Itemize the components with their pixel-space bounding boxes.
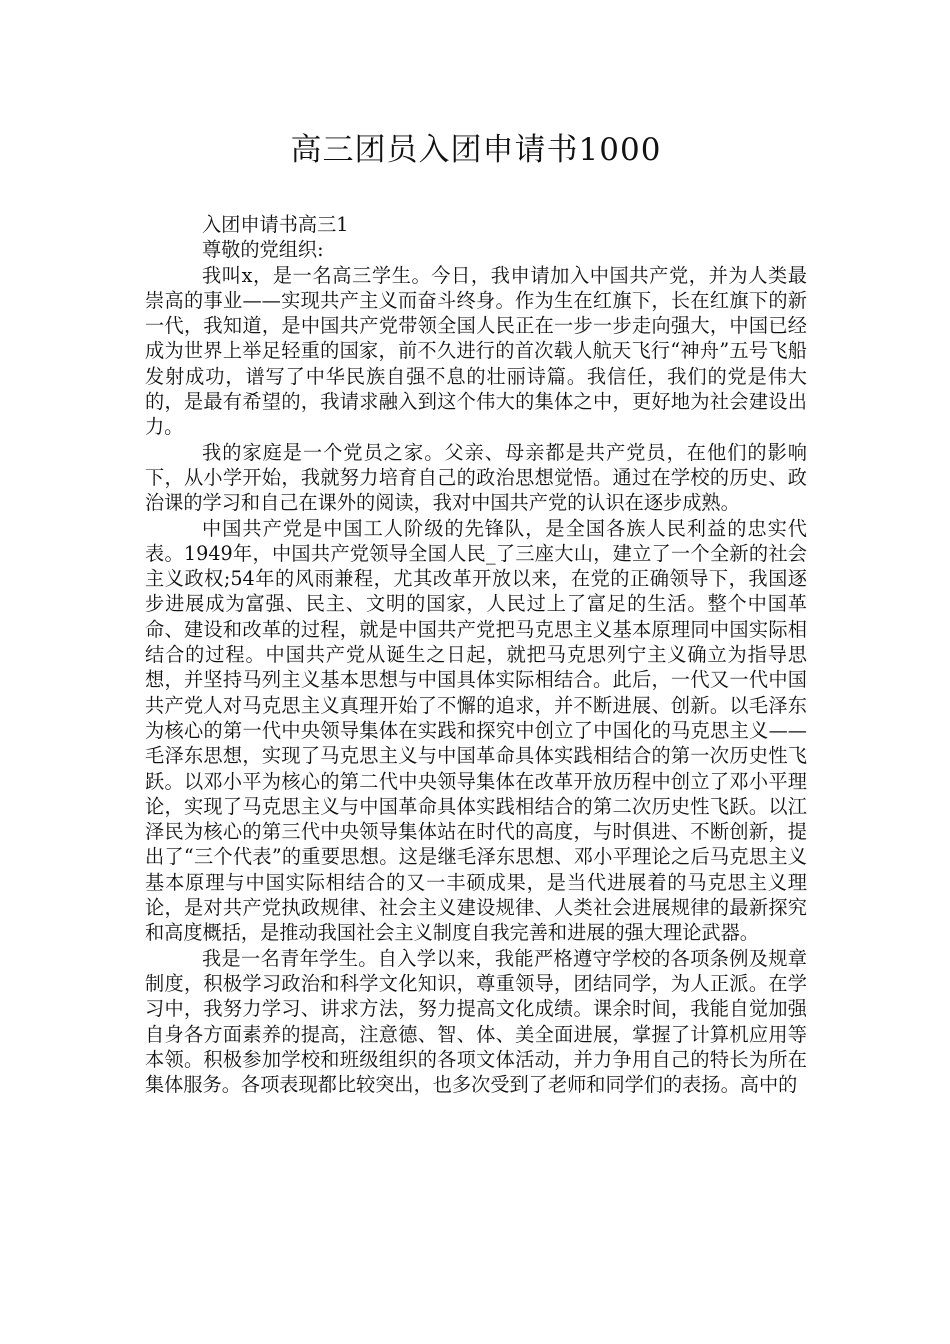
body-paragraph-1: 我叫x，是一名高三学生。今日，我申请加入中国共产党，并为人类最崇高的事业——实现共产主义而奋斗终身。作为生在红旗下，长在红旗下的新一代，我知道，是中国共产党带领全国人民正在一步一步走向强大，中国已经成为世界上举足轻重的国家，前不久进行的首次载人航天飞行“神舟”五号飞船发射成功，谱写了中华民族自强不息的壮丽诗篇。我信任，我们的党是伟大的，是最有希望的，我请求融入到这个伟大的集体之中，更好地为社会建设出力。	[145, 263, 807, 439]
salutation: 尊敬的党组织:	[202, 238, 324, 262]
body-paragraph-2: 我的家庭是一个党员之家。父亲、母亲都是共产党员，在他们的影响下，从小学开始，我就努力培育自己的政治思想觉悟。通过在学校的历史、政治课的学习和自己在课外的阅读，我对中国共产党的认识在逐步成熟。	[145, 440, 807, 515]
body-paragraph-3: 中国共产党是中国工人阶级的先锋队，是全国各族人民利益的忠实代表。1949年，中国共产党领导全国人民_了三座大山，建立了一个全新的社会主义政权;54年的风雨兼程，尤其改革开放以来，在党的正确领导下，我国逐步进展成为富强、民主、文明的国家，人民过上了富足的生活。整个中国革命、建设和改革的过程，就是中国共产党把马克思主义基本原理同中国实际相结合的过程。中国共产党从诞生之日起，就把马克思列宁主义确立为指导思想，并坚持马列主义基本思想与中国具体实际相结合。此后，一代又一代中国共产党人对马克思主义真理开始了不懈的追求，并不断进展、创新。以毛泽东为核心的第一代中央领导集体在实践和探究中创立了中国化的马克思主义——毛泽东思想，实现了马克思主义与中国革命具体实践相结合的第一次历史性飞跃。以邓小平为核心的第二代中央领导集体在改革开放历程中创立了邓小平理论，实现了马克思主义与中国革命具体实践相结合的第二次历史性飞跃。以江泽民为核心的第三代中央领导集体站在时代的高度，与时俱进、不断创新，提出了“三个代表”的重要思想。这是继毛泽东思想、邓小平理论之后马克思主义基本原理与中国实际相结合的又一丰硕成果，是当代进展着的马克思主义理论，是对共产党执政规律、社会主义建设规律、人类社会进展规律的最新探究和高度概括，是推动我国社会主义制度自我完善和进展的强大理论武器。	[145, 516, 807, 945]
document-subtitle: 入团申请书高三1	[202, 213, 349, 236]
body-paragraph-4: 我是一名青年学生。自入学以来，我能严格遵守学校的各项条例及规章制度，积极学习政治和科学文化知识，尊重领导，团结同学，为人正派。在学习中，我努力学习、讲求方法，努力提高文化成绩。课余时间，我能自觉加强自身各方面素养的提高，注意德、智、体、美全面进展，掌握了计算机应用等本领。积极参加学校和班级组织的各项文体活动，并力争用自己的特长为所在集体服务。各项表现都比较突出，也多次受到了老师和同学们的表扬。高中的	[145, 946, 807, 1097]
document-title: 高三团员入团申请书1000	[290, 132, 662, 168]
document-page	[145, 130, 807, 1097]
